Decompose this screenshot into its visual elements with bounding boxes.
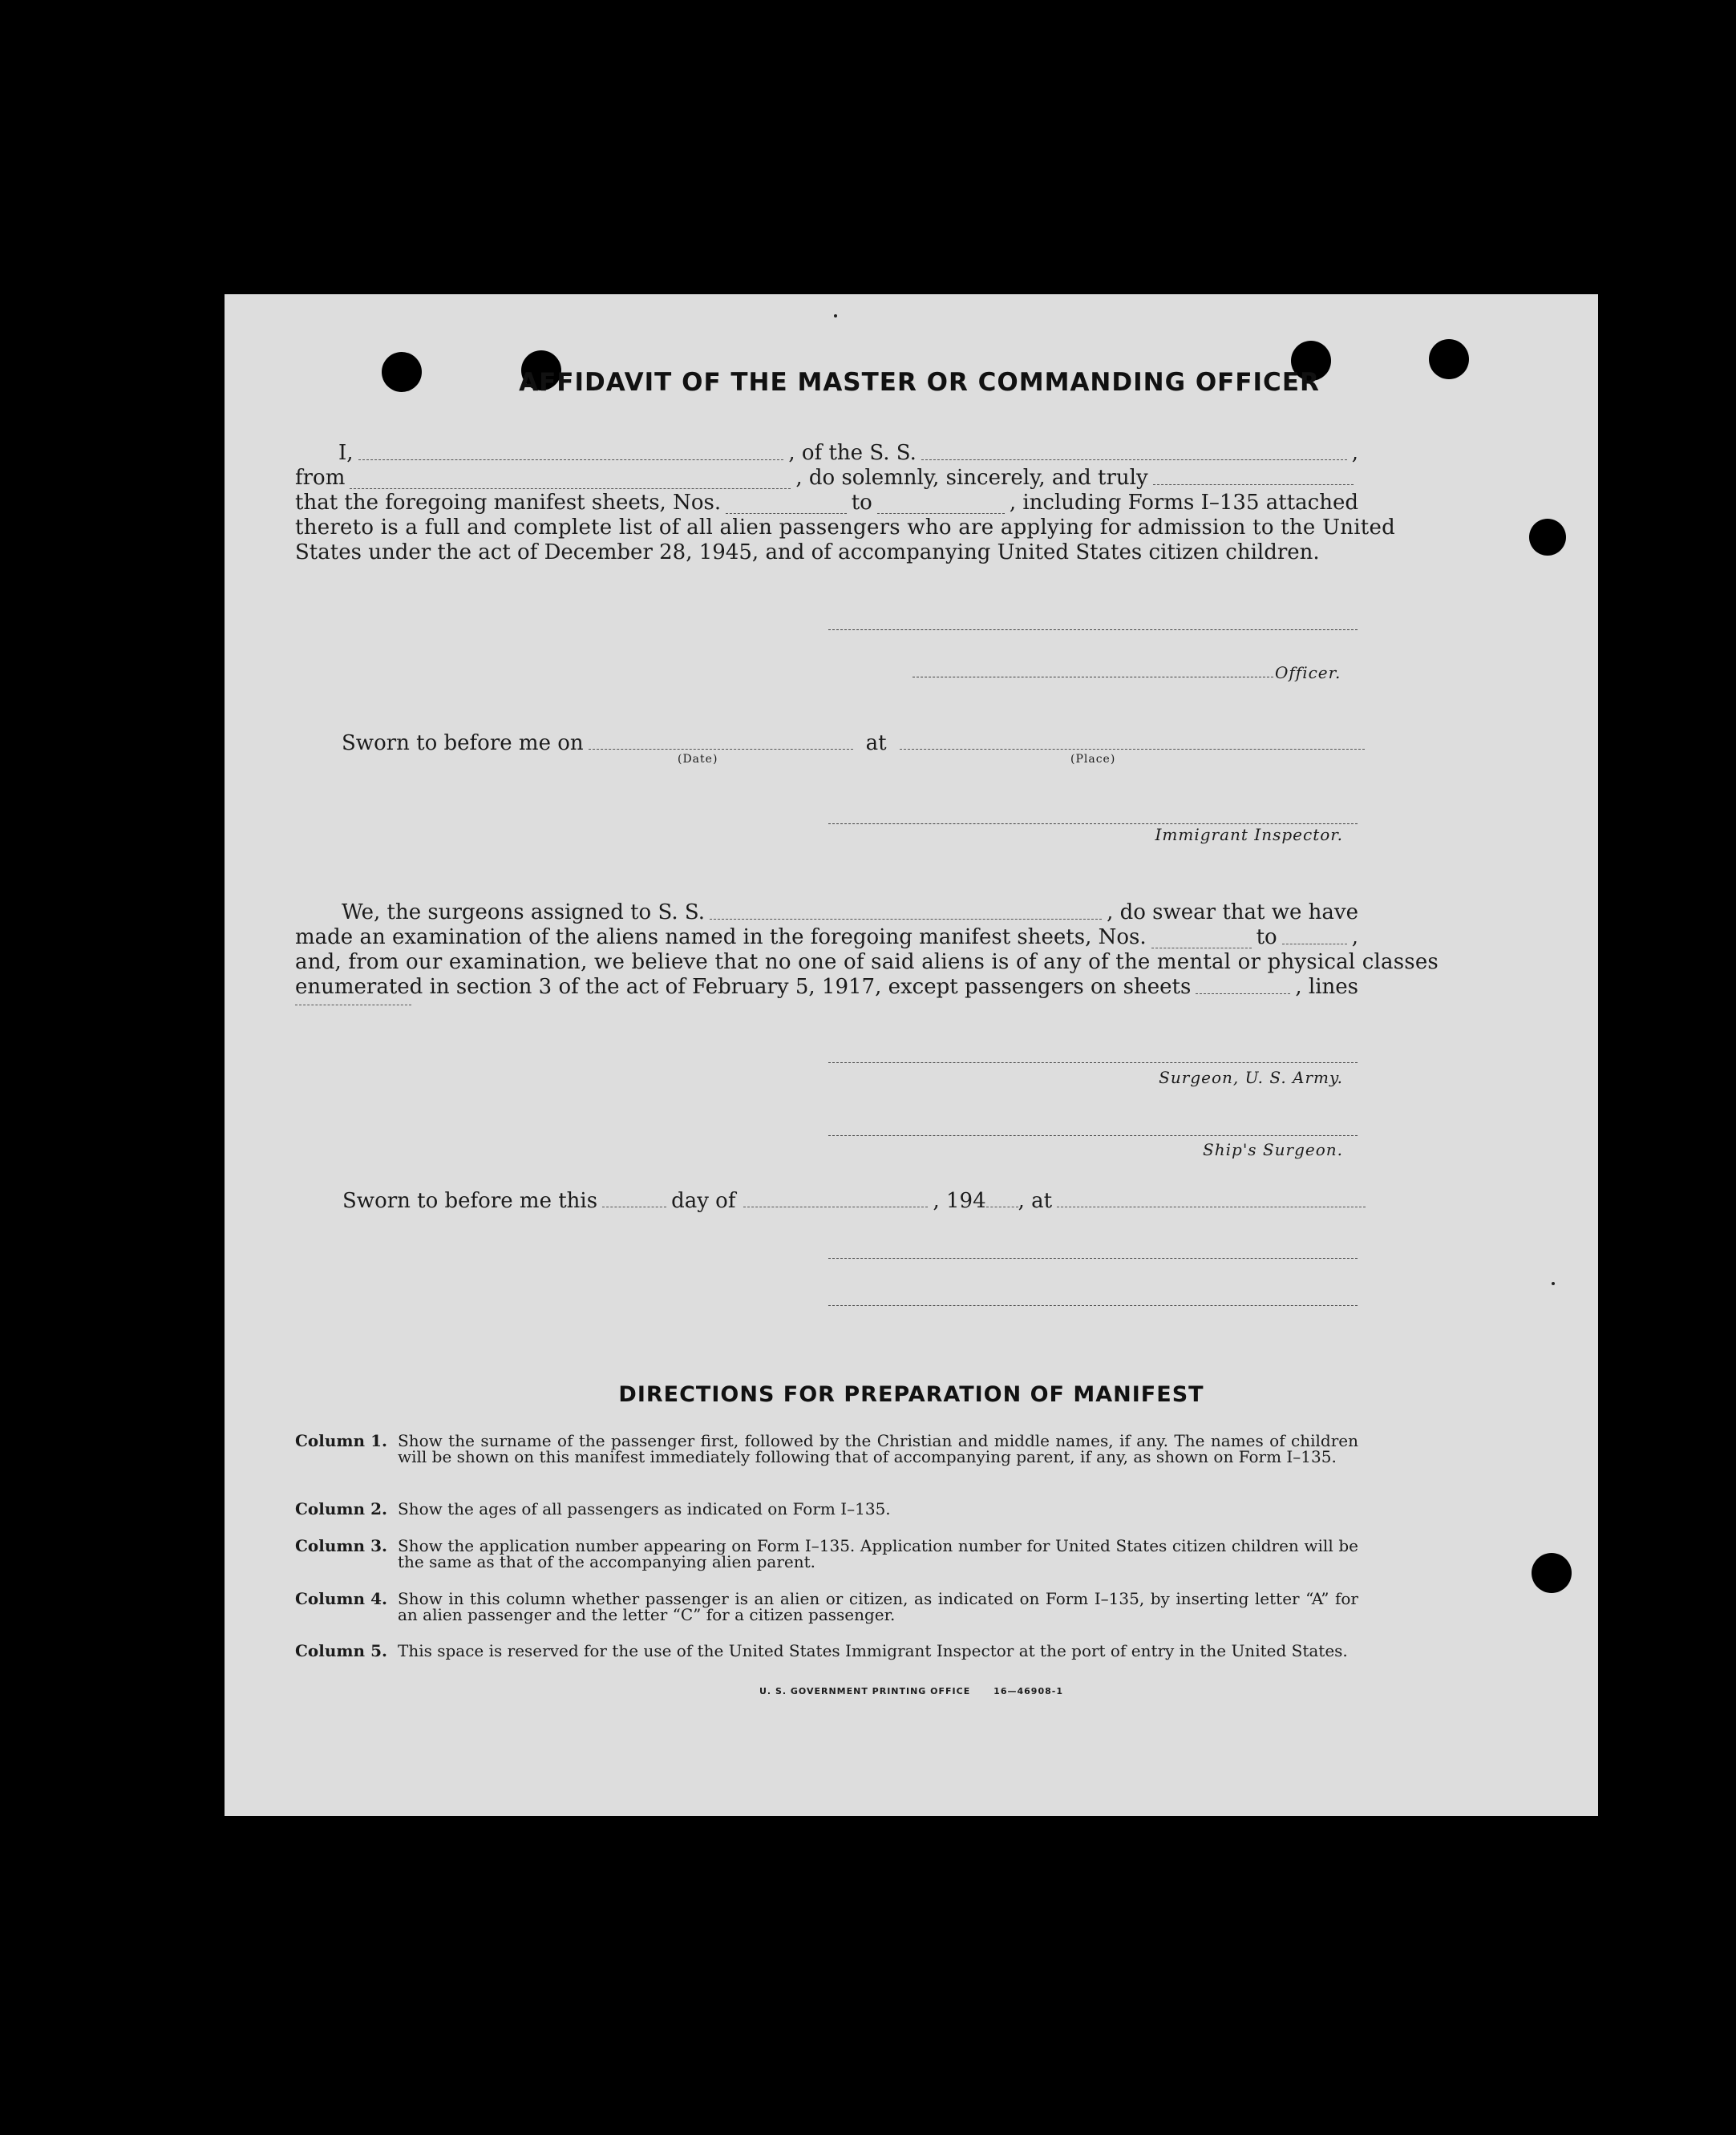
printing-office-footer: U. S. GOVERNMENT PRINTING OFFICE 16—46908-1: [759, 1686, 1063, 1696]
surgeon-ship-field[interactable]: [710, 919, 1102, 920]
inspector-caption: Immigrant Inspector.: [1155, 825, 1343, 844]
direction-column-2: [295, 1501, 1358, 1517]
affidavit-line1-b: , of the S. S.: [788, 441, 917, 465]
excepted-sheets-field[interactable]: [1196, 993, 1290, 994]
direction-text: Show in this column whether passenger is an alien or citizen, as indicated on Form I–135, by inserting letter “A” for an alien passenger and the letter “C” for a citizen passenger.: [398, 1589, 1358, 1624]
port-from-field[interactable]: [350, 488, 791, 489]
surgeons-line2-a: made an examination of the aliens named in the foregoing manifest sheets, Nos.: [295, 925, 1147, 949]
sheet-from-field[interactable]: [726, 513, 847, 514]
direction-text: Show the application number appearing on Form I–135. Application number for United States citizen children will be the same as that of the accompanying alien parent.: [398, 1536, 1358, 1571]
sworn-at-label: at: [865, 731, 887, 755]
sworn-day-text: [342, 1189, 1370, 1213]
officer-caption: Officer.: [1275, 663, 1341, 682]
direction-column-4: [295, 1591, 1358, 1623]
ship-surgeon-signature-line[interactable]: [828, 1135, 1358, 1136]
affidavit-line4: thereto is a full and complete list of all alien passengers who are applying for admission to the United: [295, 516, 1396, 540]
affidavit-line3-c: , including Forms I–135 attached: [1009, 491, 1358, 515]
direction-text: This space is reserved for the use of the United States Immigrant Inspector at the port of entry in the United States.: [398, 1641, 1348, 1660]
punch-hole: [1532, 1553, 1572, 1593]
surgeons-line2-b: to: [1256, 925, 1277, 949]
direction-label: Column 2.: [295, 1499, 387, 1518]
surgeons-line4-a: enumerated in section 3 of the act of February 5, 1917, except passengers on sheets: [295, 975, 1192, 999]
direction-label: Column 4.: [295, 1589, 387, 1608]
surgeons-line4-b: , lines: [1295, 975, 1358, 999]
master-name-field[interactable]: [358, 459, 784, 460]
affidavit-line2-b: , do solemnly, sincerely, and truly: [795, 466, 1148, 490]
directions-title: DIRECTIONS FOR PREPARATION OF MANIFEST: [618, 1382, 1204, 1407]
affidavit-line3-a: that the foregoing manifest sheets, Nos.: [295, 491, 722, 515]
direction-column-1: [295, 1433, 1358, 1465]
sheet-to-field[interactable]: [877, 513, 1005, 514]
sworn-place-field[interactable]: [900, 749, 1365, 750]
sworn-on-label: Sworn to before me on: [342, 731, 584, 755]
army-surgeon-caption: Surgeon, U. S. Army.: [1159, 1068, 1343, 1087]
punch-hole: [1529, 519, 1566, 556]
direction-label: Column 5.: [295, 1641, 387, 1660]
affidavit-line3-b: to: [851, 491, 872, 515]
inspector-signature-line[interactable]: [828, 823, 1358, 824]
oath-field[interactable]: [1153, 484, 1354, 485]
form-sheet: [225, 294, 1598, 1816]
master-signature-line[interactable]: [828, 629, 1358, 630]
affidavit-line1-a: I,: [338, 441, 354, 465]
sworn-at2-label: , at: [1018, 1189, 1053, 1213]
direction-column-5: [295, 1643, 1358, 1659]
surgeons-line2-c: ,: [1351, 925, 1358, 949]
surgeons-line1-b: , do swear that we have: [1107, 900, 1358, 924]
ship-surgeon-caption: Ship's Surgeon.: [1203, 1140, 1343, 1159]
direction-text: Show the surname of the passenger first, followed by the Christian and middle names, if any. The names of children will be shown on this manifest immediately following that of accompanying parent, if any, as shown on Form I–135.: [398, 1431, 1358, 1466]
signature-line-1[interactable]: [828, 1258, 1358, 1259]
surgeons-line3: and, from our examination, we believe that no one of said aliens is of any of the mental or physical classes: [295, 950, 1439, 974]
sworn-this-label: Sworn to before me this: [342, 1189, 598, 1213]
sworn-on-text: [342, 731, 1370, 755]
speck: [834, 314, 837, 317]
sworn-date-field[interactable]: [589, 749, 853, 750]
place-caption: (Place): [1070, 753, 1116, 766]
affidavit-line1-c: ,: [1351, 441, 1359, 465]
direction-column-3: [295, 1538, 1358, 1570]
army-surgeon-signature-line[interactable]: [828, 1062, 1358, 1063]
direction-text: Show the ages of all passengers as indicated on Form I–135.: [398, 1499, 891, 1518]
speck: [1552, 1282, 1555, 1285]
affidavit-title: AFFIDAVIT OF THE MASTER OR COMMANDING OFFICER: [519, 368, 1320, 397]
surgeons-affidavit-text: [295, 900, 1439, 1001]
master-affidavit-text: [295, 441, 1396, 565]
surgeons-line1-a: We, the surgeons assigned to S. S.: [342, 900, 706, 924]
date-caption: (Date): [678, 753, 718, 766]
ship-name-field[interactable]: [921, 459, 1347, 460]
sworn-dayof-label: day of: [671, 1189, 736, 1213]
direction-label: Column 1.: [295, 1431, 387, 1450]
affidavit-line2-a: from: [295, 466, 346, 490]
sworn-year-label: , 194: [933, 1189, 986, 1213]
direction-label: Column 3.: [295, 1536, 387, 1555]
signature-line-2[interactable]: [828, 1305, 1358, 1306]
affidavit-line5: States under the act of December 28, 1945, and of accompanying United States citizen children.: [295, 540, 1320, 564]
